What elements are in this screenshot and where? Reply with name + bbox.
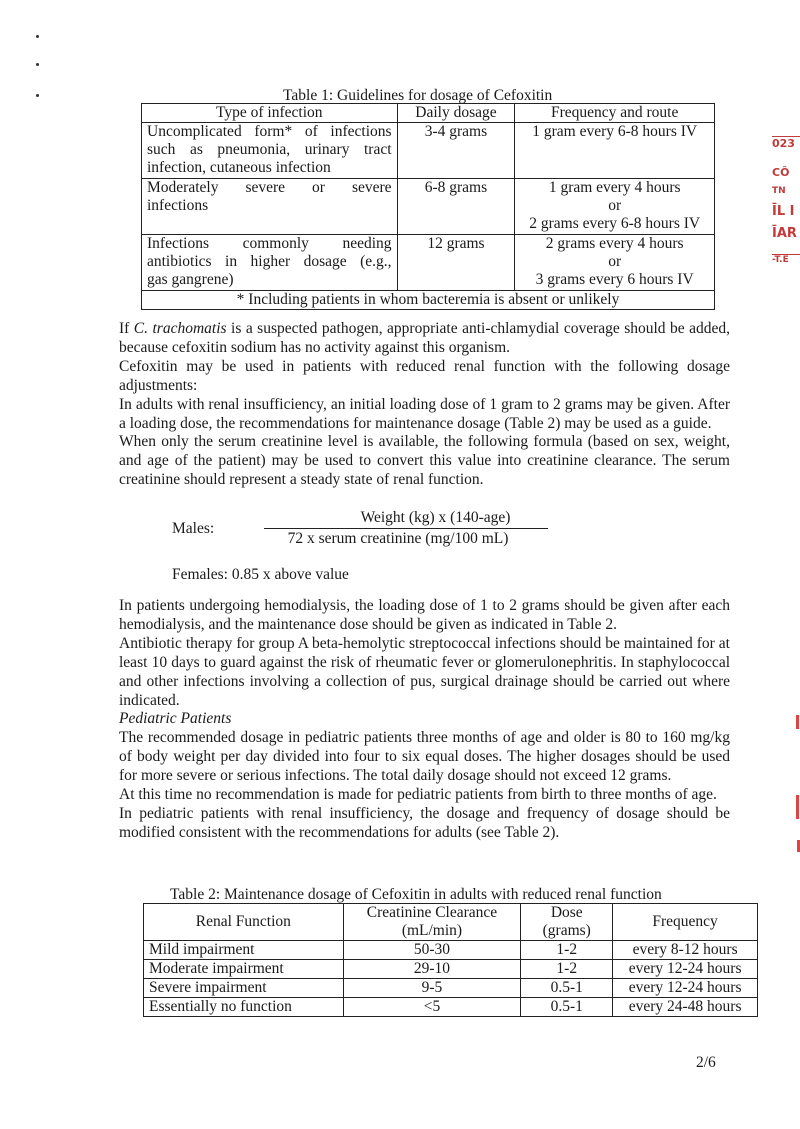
table-row	[144, 979, 758, 998]
header-dosage: Daily dosage	[397, 104, 515, 123]
formula-label: Males:	[172, 520, 215, 537]
table2-caption: Table 2: Maintenance dosage of Cefoxitin in adults with reduced renal function	[170, 886, 662, 903]
table-header-row	[142, 104, 715, 123]
maintenance-dosage-table	[143, 903, 758, 1017]
scan-speck	[36, 63, 39, 66]
frequency-cell: every 24-48 hours	[613, 998, 758, 1017]
header-dose: Dose (grams)	[521, 904, 613, 941]
clearance-cell: <5	[343, 998, 521, 1017]
frequency-cell: 1 gram every 6-8 hours IV	[515, 123, 715, 179]
renal-function-cell: Severe impairment	[144, 979, 344, 998]
formula-numerator: Weight (kg) x (140-age)	[360, 509, 511, 526]
renal-function-cell: Essentially no function	[144, 998, 344, 1017]
table-row	[144, 960, 758, 979]
paragraph: When only the serum creatinine level is available, the following formula (based on sex, weight, and age of the patient) may be used to convert this value into creatinine clearance. The serum creatinine should represent a steady state of renal function.	[119, 433, 730, 489]
renal-function-cell: Moderate impairment	[144, 960, 344, 979]
body-text-section-1	[119, 320, 730, 490]
paragraph: Cefoxitin may be used in patients with reduced renal function with the following dosage adjustments:	[119, 357, 730, 394]
header-frequency: Frequency and route	[515, 104, 715, 123]
creatinine-clearance-formula	[172, 508, 572, 548]
fraction-bar	[264, 528, 548, 529]
daily-dosage-cell: 6-8 grams	[397, 179, 515, 235]
clearance-cell: 50-30	[343, 941, 521, 960]
table-row	[144, 941, 758, 960]
pathogen-name: C. trachomatis	[133, 320, 227, 337]
dose-cell: 1-2	[521, 941, 613, 960]
frequency-cell: every 8-12 hours	[613, 941, 758, 960]
page-number: 2/6	[696, 1054, 716, 1071]
paragraph: Antibiotic therapy for group A beta-hemolytic streptococcal infections should be maintained for at least 10 days to guard against the risk of rheumatic fever or glomerulonephritis. In staphylococcal and other infections involving a collection of pus, surgical drainage should be carried out where indicated.	[119, 634, 730, 709]
table-footnote: * Including patients in whom bacteremia is absent or unlikely	[142, 291, 715, 310]
official-stamp-fragment: 023 CÔ TN ĪL I ĪAR -T.E	[768, 134, 800, 284]
renal-function-cell: Mild impairment	[144, 941, 344, 960]
daily-dosage-cell: 3-4 grams	[397, 123, 515, 179]
body-text-section-2	[119, 597, 730, 843]
header-renal-function: Renal Function	[144, 904, 344, 941]
daily-dosage-cell: 12 grams	[397, 235, 515, 291]
dose-cell: 0.5-1	[521, 979, 613, 998]
infection-type-cell: Moderately severe or severe infections	[142, 179, 398, 235]
table1-caption: Table 1: Guidelines for dosage of Cefoxitin	[283, 87, 553, 104]
scan-speck	[36, 94, 39, 97]
paragraph: In adults with renal insufficiency, an initial loading dose of 1 gram to 2 grams may be given. After a loading dose, the recommendations for maintenance dosage (Table 2) may be used as a guide.	[119, 395, 730, 432]
formula-denominator: 72 x serum creatinine (mg/100 mL)	[287, 530, 509, 547]
header-type: Type of infection	[142, 104, 398, 123]
scan-speck	[36, 35, 39, 38]
clearance-cell: 29-10	[343, 960, 521, 979]
females-formula: Females: 0.85 x above value	[172, 566, 349, 583]
paragraph: In pediatric patients with renal insufficiency, the dosage and frequency of dosage should be modified consistent with the recommendations for adults (see Table 2).	[119, 804, 730, 841]
edge-mark	[796, 715, 799, 729]
table-row	[142, 235, 715, 291]
table-row	[142, 123, 715, 179]
paragraph: In patients undergoing hemodialysis, the loading dose of 1 to 2 grams should be given after each hemodialysis, and the maintenance dose should be given as indicated in Table 2.	[119, 597, 730, 633]
paragraph: If C. trachomatis is a suspected pathogen, appropriate anti-chlamydial coverage should be added, because cefoxitin sodium has no activity against this organism.	[119, 320, 731, 356]
clearance-cell: 9-5	[343, 979, 521, 998]
infection-type-cell: Uncomplicated form* of infections such as pneumonia, urinary tract infection, cutaneous infection	[142, 123, 398, 179]
dosage-guidelines-table	[141, 103, 715, 310]
table-row	[142, 179, 715, 235]
dose-cell: 0.5-1	[521, 998, 613, 1017]
header-creatinine-clearance: Creatinine Clearance (mL/min)	[343, 904, 521, 941]
edge-mark	[796, 795, 799, 819]
frequency-cell: 1 gram every 4 hours or 2 grams every 6-8 hours IV	[515, 179, 715, 235]
header-frequency: Frequency	[613, 904, 758, 941]
table-row	[144, 998, 758, 1017]
paragraph: The recommended dosage in pediatric patients three months of age and older is 80 to 160 mg/kg of body weight per day divided into four to six equal doses. The higher dosages should be used for more severe or serious infections. The total daily dosage should not exceed 12 grams.	[119, 729, 730, 785]
frequency-cell: 2 grams every 4 hours or 3 grams every 6 hours IV	[515, 235, 715, 291]
paragraph: At this time no recommendation is made for pediatric patients from birth to three months of age.	[119, 786, 717, 804]
infection-type-cell: Infections commonly needing antibiotics in higher dosage (e.g., gas gangrene)	[142, 235, 398, 291]
dose-cell: 1-2	[521, 960, 613, 979]
table-footnote-row	[142, 291, 715, 310]
table-header-row	[144, 904, 758, 941]
frequency-cell: every 12-24 hours	[613, 979, 758, 998]
section-heading: Pediatric Patients	[119, 710, 232, 728]
frequency-cell: every 12-24 hours	[613, 960, 758, 979]
